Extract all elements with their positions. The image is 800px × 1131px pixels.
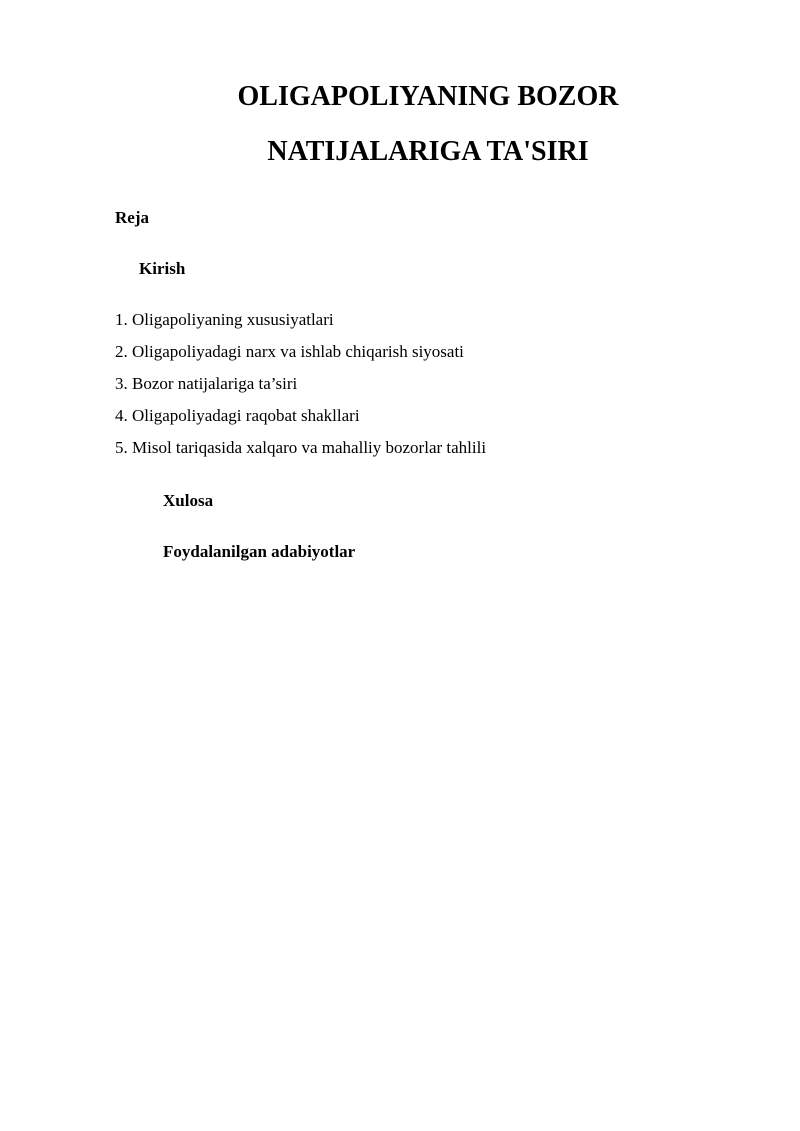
plan-item: 5. Misol tariqasida xalqaro va mahalliy bozorlar tahlili (115, 438, 487, 457)
plan-item: 2. Oligapoliyadagi narx va ishlab chiqarish siyosati (115, 342, 464, 361)
plan-list (115, 309, 486, 469)
plan-heading: Reja (115, 208, 149, 227)
plan-item: 1. Oligapoliyaning xususiyatlari (115, 310, 334, 329)
references-heading: Foydalanilgan adabiyotlar (163, 542, 356, 561)
document-title-line-2: NATIJALARIGA TA'SIRI (267, 136, 589, 167)
plan-item: 4. Oligapoliyadagi raqobat shakllari (115, 406, 360, 425)
intro-heading: Kirish (139, 259, 186, 278)
conclusion-heading: Xulosa (163, 491, 214, 510)
document-title-line-1: OLIGAPOLIYANING BOZOR (237, 81, 619, 112)
plan-item: 3. Bozor natijalariga ta’siri (115, 374, 298, 393)
